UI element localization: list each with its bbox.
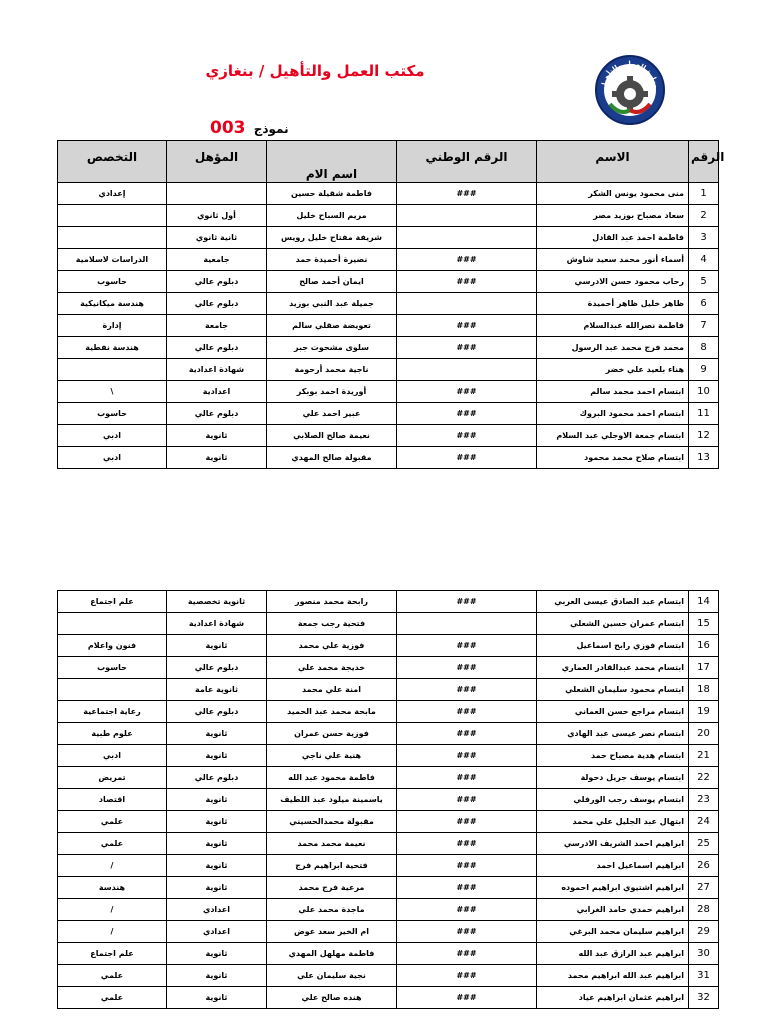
header-mother-name: اسم الام [267,141,397,183]
cell-qualification: دبلوم عالي [167,293,267,315]
cell-number: 14 [689,591,719,613]
table-row [58,613,719,635]
cell-name: ابتسام محمود سليمان الشعلي [537,679,689,701]
cell-number: 15 [689,613,719,635]
cell-national-id: ### [397,425,537,447]
cell-qualification: ثانوية تخصصية [167,591,267,613]
cell-mother-name: فاطمة مهلهل المهدي [267,943,397,965]
cell-qualification: ثانوية [167,855,267,877]
cell-name: ابراهيم اشتيوي ابراهيم احموده [537,877,689,899]
cell-national-id: ### [397,701,537,723]
cell-name: فاطمة نصرالله عبدالسلام [537,315,689,337]
employees-table-2 [57,590,719,1009]
table-row [58,745,719,767]
form-label-text: نموذج [253,122,289,136]
cell-national-id: ### [397,403,537,425]
cell-national-id: ### [397,679,537,701]
cell-national-id: ### [397,447,537,469]
cell-qualification: ثانوية [167,789,267,811]
cell-name: ابتسام محمد عبدالقادر العماري [537,657,689,679]
cell-qualification: شهادة اعدادية [167,359,267,381]
cell-number: 27 [689,877,719,899]
cell-number: 23 [689,789,719,811]
form-number: 003 [210,118,246,138]
cell-specialization: / [58,899,167,921]
cell-number: 11 [689,403,719,425]
cell-name: ابتسام احمد محمود البروك [537,403,689,425]
cell-mother-name: ياسمينة ميلود عبد اللطيف [267,789,397,811]
cell-specialization [58,227,167,249]
cell-mother-name: امنة علي محمد [267,679,397,701]
cell-name: منى محمود يونس الشكر [537,183,689,205]
cell-number: 8 [689,337,719,359]
cell-qualification: ثانوية [167,833,267,855]
cell-national-id: ### [397,921,537,943]
cell-qualification: دبلوم عالي [167,701,267,723]
cell-qualification: ثانوية [167,987,267,1009]
cell-qualification: ثانوية [167,745,267,767]
cell-national-id: ### [397,315,537,337]
cell-qualification: ثانوية [167,943,267,965]
cell-mother-name: جميلة عبد النبي بوزيد [267,293,397,315]
cell-number: 21 [689,745,719,767]
cell-number: 22 [689,767,719,789]
cell-national-id: ### [397,943,537,965]
table-row [58,679,719,701]
cell-national-id [397,359,537,381]
cell-qualification: ثانوية [167,425,267,447]
cell-number: 2 [689,205,719,227]
cell-specialization: ادبي [58,745,167,767]
cell-national-id: ### [397,767,537,789]
table-row [58,205,719,227]
cell-name: ابراهيم اسماعيل احمد [537,855,689,877]
cell-name: ابراهيم عثمان ابراهيم عياد [537,987,689,1009]
header-name: الاسم [537,141,689,183]
table-row [58,921,719,943]
table-row [58,381,719,403]
cell-specialization [58,679,167,701]
cell-mother-name: أوريدة احمد بوبكر [267,381,397,403]
cell-national-id: ### [397,183,537,205]
cell-qualification [167,183,267,205]
cell-specialization: / [58,855,167,877]
cell-mother-name: خديجة محمد علي [267,657,397,679]
cell-specialization: علم اجتماع [58,943,167,965]
cell-specialization: علمي [58,965,167,987]
cell-number: 24 [689,811,719,833]
table-row [58,943,719,965]
cell-specialization: فنون واعلام [58,635,167,657]
cell-national-id: ### [397,833,537,855]
cell-national-id [397,227,537,249]
cell-mother-name: سلوى مشحوت جبر [267,337,397,359]
cell-number: 13 [689,447,719,469]
cell-specialization [58,613,167,635]
cell-qualification: اعدادي [167,921,267,943]
cell-specialization: الدراسات لاسلامية [58,249,167,271]
table-row [58,249,719,271]
cell-name: ابتسام صلاح محمد محمود [537,447,689,469]
cell-name: ابتسام عمران حسين الشعلي [537,613,689,635]
cell-qualification: دبلوم عالي [167,271,267,293]
cell-mother-name: فاطمة محمود عبد الله [267,767,397,789]
table-row [58,987,719,1009]
cell-qualification: دبلوم عالي [167,657,267,679]
cell-national-id: ### [397,899,537,921]
cell-name: ابتسام فوزي رابح اسماعيل [537,635,689,657]
cell-name: أسماء أنور محمد سعيد شاوش [537,249,689,271]
cell-qualification: جامعة [167,315,267,337]
cell-specialization: \ [58,381,167,403]
table-row [58,337,719,359]
cell-number: 4 [689,249,719,271]
cell-mother-name: فاطمة شقيلة حسين [267,183,397,205]
table-row [58,811,719,833]
cell-mother-name: ام الخير سعد عوض [267,921,397,943]
cell-name: ابتسام هدية مصباح حمد [537,745,689,767]
cell-number: 25 [689,833,719,855]
cell-name: ابراهيم حمدي حامد الغرابي [537,899,689,921]
cell-specialization: رعاية اجتماعية [58,701,167,723]
cell-national-id: ### [397,635,537,657]
cell-mother-name: ناجية محمد أرحومة [267,359,397,381]
form-label [210,118,289,138]
cell-name: ابتسام يوسف رجب الورفلي [537,789,689,811]
cell-name: ابراهيم عبد الله ابراهيم محمد [537,965,689,987]
cell-mother-name: مقبولة محمدالحسيني [267,811,397,833]
employees-table-1 [57,140,725,469]
cell-national-id: ### [397,965,537,987]
cell-specialization: اقتصاد [58,789,167,811]
cell-number: 18 [689,679,719,701]
cell-number: 17 [689,657,719,679]
cell-qualification: شهادة اعدادية [167,613,267,635]
cell-national-id: ### [397,271,537,293]
cell-specialization: علمي [58,833,167,855]
cell-qualification: ثانوية [167,965,267,987]
table-row [58,271,719,293]
cell-name: فاطمة احمد عبد القادل [537,227,689,249]
table-row [58,767,719,789]
cell-number: 7 [689,315,719,337]
table-row [58,403,719,425]
cell-qualification: اعدادي [167,899,267,921]
cell-number: 19 [689,701,719,723]
cell-number: 12 [689,425,719,447]
cell-name: هناء بلعيد علي خضر [537,359,689,381]
cell-mother-name: شريفة مفتاح خليل رويس [267,227,397,249]
cell-number: 16 [689,635,719,657]
cell-specialization: إعدادي [58,183,167,205]
table-row [58,591,719,613]
table-row [58,833,719,855]
cell-qualification: ثانوية [167,447,267,469]
cell-mother-name: مريم السباح خليل [267,205,397,227]
cell-number: 30 [689,943,719,965]
cell-national-id: ### [397,811,537,833]
cell-number: 1 [689,183,719,205]
cell-specialization: ادبي [58,425,167,447]
cell-national-id: ### [397,855,537,877]
table-row [58,359,719,381]
cell-specialization: علوم طبية [58,723,167,745]
cell-number: 29 [689,921,719,943]
cell-qualification: ثانوية [167,723,267,745]
cell-qualification: ثانوية [167,635,267,657]
table-row [58,855,719,877]
cell-name: ابتهال عبد الجليل علي محمد [537,811,689,833]
cell-specialization: حاسوب [58,271,167,293]
cell-mother-name: عبير احمد علي [267,403,397,425]
cell-number: 5 [689,271,719,293]
cell-qualification: ثانوية عامة [167,679,267,701]
cell-mother-name: تعويضة صقلي سالم [267,315,397,337]
cell-specialization: حاسوب [58,403,167,425]
cell-number: 32 [689,987,719,1009]
cell-name: ظاهر خليل ظاهر أحميدة [537,293,689,315]
cell-name: ابتسام احمد محمد سالم [537,381,689,403]
cell-mother-name: نصيرة أحميدة حمد [267,249,397,271]
cell-name: ابتسام يوسف جريل دحولة [537,767,689,789]
cell-national-id: ### [397,987,537,1009]
header-number: الرقم [689,141,719,183]
table-row [58,877,719,899]
table-header-row [58,141,719,183]
cell-qualification: جامعية [167,249,267,271]
cell-specialization [58,359,167,381]
cell-national-id: ### [397,877,537,899]
table-row [58,425,719,447]
table-row [58,227,719,249]
cell-specialization: هندسة [58,877,167,899]
cell-specialization: هندسة ميكانيكية [58,293,167,315]
cell-specialization: ادبي [58,447,167,469]
cell-name: ابتسام نصر عيسى عبد الهادي [537,723,689,745]
cell-name: ابراهيم سليمان محمد البرغي [537,921,689,943]
cell-specialization: تمريض [58,767,167,789]
cell-national-id [397,293,537,315]
cell-number: 10 [689,381,719,403]
table-row [58,899,719,921]
cell-national-id [397,205,537,227]
cell-mother-name: ايمان أحمد صالح [267,271,397,293]
cell-name: ابراهيم عبد الرازق عبد الله [537,943,689,965]
cell-name: ابراهيم احمد الشريف الادرسي [537,833,689,855]
cell-specialization: / [58,921,167,943]
cell-specialization: علم اجتماع [58,591,167,613]
office-title: مكتب العمل والتأهيل / بنغازي [205,62,425,80]
table-row [58,701,719,723]
table-row [58,657,719,679]
cell-number: 3 [689,227,719,249]
cell-mother-name: مقبولة صالح المهدي [267,447,397,469]
cell-specialization [58,205,167,227]
cell-qualification: ثانوية [167,877,267,899]
table-row [58,315,719,337]
cell-qualification: دبلوم عالي [167,767,267,789]
cell-national-id: ### [397,381,537,403]
cell-name: ابتسام جمعة الاوجلي عبد السلام [537,425,689,447]
cell-name: محمد فرج محمد عبد الرسول [537,337,689,359]
cell-mother-name: فوزية علي محمد [267,635,397,657]
cell-qualification: دبلوم عالي [167,403,267,425]
cell-mother-name: فوزية حسن عمران [267,723,397,745]
cell-qualification: أول ثانوي [167,205,267,227]
cell-mother-name: مرعية فرج محمد [267,877,397,899]
cell-qualification: ثانية ثانوي [167,227,267,249]
table-row [58,293,719,315]
table-row [58,635,719,657]
table-row [58,183,719,205]
cell-number: 31 [689,965,719,987]
logo-text: وزارة العمل والتأهيل [599,59,661,90]
cell-number: 9 [689,359,719,381]
cell-mother-name: ماجدة محمد علي [267,899,397,921]
cell-national-id: ### [397,789,537,811]
cell-mother-name: فتحية ابراهيم فرج [267,855,397,877]
table-row [58,447,719,469]
cell-mother-name: هنية علي ناجي [267,745,397,767]
cell-number: 6 [689,293,719,315]
header-qualification: المؤهل [167,141,267,183]
cell-specialization: حاسوب [58,657,167,679]
table-row [58,965,719,987]
cell-number: 26 [689,855,719,877]
cell-name: سعاد مصباح بوزيد مصر [537,205,689,227]
cell-national-id: ### [397,723,537,745]
cell-name: ابتسام مراجع حسن العماني [537,701,689,723]
cell-specialization: علمي [58,811,167,833]
cell-mother-name: هنده صالح علي [267,987,397,1009]
table-row [58,723,719,745]
cell-national-id: ### [397,337,537,359]
cell-mother-name: نجية سليمان علي [267,965,397,987]
cell-qualification: ثانوية [167,811,267,833]
cell-specialization: إدارة [58,315,167,337]
cell-specialization: هندسة نفطية [58,337,167,359]
cell-number: 28 [689,899,719,921]
cell-mother-name: فتحية رجب جمعة [267,613,397,635]
cell-national-id [397,613,537,635]
cell-national-id: ### [397,591,537,613]
cell-number: 20 [689,723,719,745]
cell-national-id: ### [397,745,537,767]
cell-name: ابتسام عبد الصادق عيسى العربي [537,591,689,613]
cell-qualification: دبلوم عالي [167,337,267,359]
header-national-id: الرقم الوطني [397,141,537,183]
header-specialization: التخصص [58,141,167,183]
cell-mother-name: نعيمة صالح الصلابي [267,425,397,447]
ministry-logo [594,54,666,126]
cell-national-id: ### [397,249,537,271]
cell-qualification: اعدادية [167,381,267,403]
cell-national-id: ### [397,657,537,679]
cell-name: رحاب محمود حسن الادرسي [537,271,689,293]
table-row [58,789,719,811]
cell-mother-name: مابحة محمد عبد الحميد [267,701,397,723]
cell-specialization: علمي [58,987,167,1009]
cell-mother-name: رابحة محمد منصور [267,591,397,613]
cell-mother-name: نعيمة محمد محمد [267,833,397,855]
